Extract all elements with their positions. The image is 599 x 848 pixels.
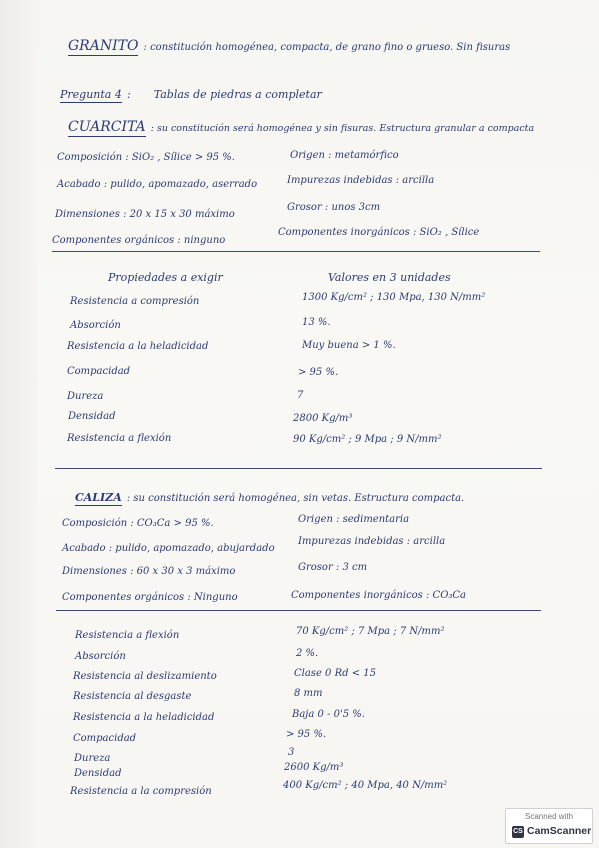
scanned-with-label: Scanned with (524, 812, 574, 821)
cuarcita-inorganicos: Componentes inorgánicos : SiO₂ , Sílice (278, 227, 480, 238)
scan-edge-shadow (0, 0, 38, 848)
caliza-prop-value: 3 (288, 747, 295, 758)
cuarcita-prop-value: 90 Kg/cm² ; 9 Mpa ; 9 N/mm² (293, 434, 442, 445)
caliza-prop-name: Resistencia a flexión (75, 630, 180, 641)
cuarcita-organicos: Componentes orgánicos : ninguno (52, 235, 226, 246)
camscanner-icon: CS (512, 826, 524, 838)
granito-line (68, 35, 510, 54)
granito-text: : constitución homogénea, compacta, de grano fino o grueso. Sin fisuras (143, 42, 511, 53)
cuarcita-prop-name: Resistencia a flexión (67, 433, 172, 444)
divider-line (56, 610, 541, 611)
cuarcita-text: : su constitución será homogénea y sin fisuras. Estructura granular a compacta (150, 123, 535, 134)
cuarcita-prop-name: Densidad (68, 411, 116, 422)
pregunta-label: Pregunta 4 (60, 88, 122, 101)
cuarcita-prop-name: Compacidad (67, 366, 131, 377)
caliza-dimensiones: Dimensiones : 60 x 30 x 3 máximo (62, 566, 236, 577)
cuarcita-prop-value: > 95 %. (298, 367, 339, 378)
caliza-organicos: Componentes orgánicos : Ninguno (62, 592, 238, 603)
caliza-impurezas: Impurezas indebidas : arcilla (298, 536, 446, 547)
caliza-prop-name: Resistencia a la heladicidad (73, 712, 215, 723)
cuarcita-prop-value: 13 %. (302, 317, 331, 328)
caliza-prop-name: Dureza (74, 753, 111, 764)
caliza-prop-name: Resistencia al desgaste (73, 691, 192, 702)
cuarcita-prop-name: Absorción (70, 320, 121, 331)
pregunta-line (60, 83, 322, 102)
caliza-composicion: Composición : CO₃Ca > 95 %. (62, 518, 214, 529)
camscanner-brand: CamScanner (527, 825, 592, 837)
cuarcita-composicion: Composición : SiO₂ , Sílice > 95 %. (57, 152, 235, 163)
caliza-prop-value: > 95 %. (286, 729, 327, 740)
cuarcita-origen: Origen : metamórfico (290, 150, 399, 161)
cuarcita-prop-name: Resistencia a la heladicidad (67, 341, 209, 352)
caliza-prop-value: 400 Kg/cm² ; 40 Mpa, 40 N/mm² (283, 780, 448, 791)
granito-title: GRANITO (68, 38, 139, 54)
caliza-text: : su constitución será homogénea, sin vetas. Estructura compacta. (126, 493, 465, 504)
caliza-grosor: Grosor : 3 cm (298, 562, 368, 573)
caliza-line (75, 486, 464, 505)
cuarcita-impurezas: Impurezas indebidas : arcilla (287, 175, 435, 186)
cuarcita-prop-value: 1300 Kg/cm² ; 130 Mpa, 130 N/mm² (302, 292, 486, 303)
cuarcita-prop-value: 7 (297, 390, 304, 401)
caliza-prop-value: 70 Kg/cm² ; 7 Mpa ; 7 N/mm² (296, 626, 445, 637)
cuarcita-line (68, 116, 534, 135)
camscanner-badge (505, 808, 593, 844)
divider-line (55, 468, 542, 469)
cuarcita-dimensiones: Dimensiones : 20 x 15 x 30 máximo (55, 209, 235, 220)
caliza-title: CALIZA (75, 491, 122, 504)
caliza-prop-value: 8 mm (294, 688, 323, 699)
cuarcita-acabado: Acabado : pulido, apomazado, aserrado (57, 179, 258, 190)
cuarcita-prop-value: Muy buena > 1 %. (302, 340, 396, 351)
cuarcita-title: CUARCITA (68, 119, 146, 135)
caliza-prop-name: Resistencia a la compresión (70, 786, 212, 797)
cuarcita-prop-name: Dureza (67, 391, 104, 402)
caliza-prop-name: Compacidad (73, 733, 137, 744)
caliza-acabado: Acabado : pulido, apomazado, abujardado (62, 543, 275, 554)
caliza-prop-value: Clase 0 Rd < 15 (294, 668, 376, 679)
caliza-prop-name: Absorción (75, 651, 126, 662)
cuarcita-head-right: Valores en 3 unidades (328, 271, 451, 284)
cuarcita-prop-value: 2800 Kg/m³ (293, 413, 353, 424)
caliza-prop-value: 2 %. (296, 648, 319, 659)
pregunta-colon: : (126, 88, 131, 101)
caliza-prop-value: Baja 0 - 0'5 %. (292, 709, 365, 720)
cuarcita-head-left: Propiedades a exigir (108, 271, 223, 284)
caliza-origen: Origen : sedimentaria (298, 514, 410, 525)
caliza-prop-name: Densidad (74, 768, 122, 779)
cuarcita-grosor: Grosor : unos 3cm (287, 202, 381, 213)
cuarcita-prop-name: Resistencia a compresión (70, 296, 200, 307)
caliza-inorganicos: Componentes inorgánicos : CO₃Ca (291, 590, 467, 601)
caliza-prop-value: 2600 Kg/m³ (284, 762, 344, 773)
divider-line (52, 251, 540, 252)
pregunta-text: Tablas de piedras a completar (153, 88, 322, 101)
caliza-prop-name: Resistencia al deslizamiento (73, 671, 217, 682)
